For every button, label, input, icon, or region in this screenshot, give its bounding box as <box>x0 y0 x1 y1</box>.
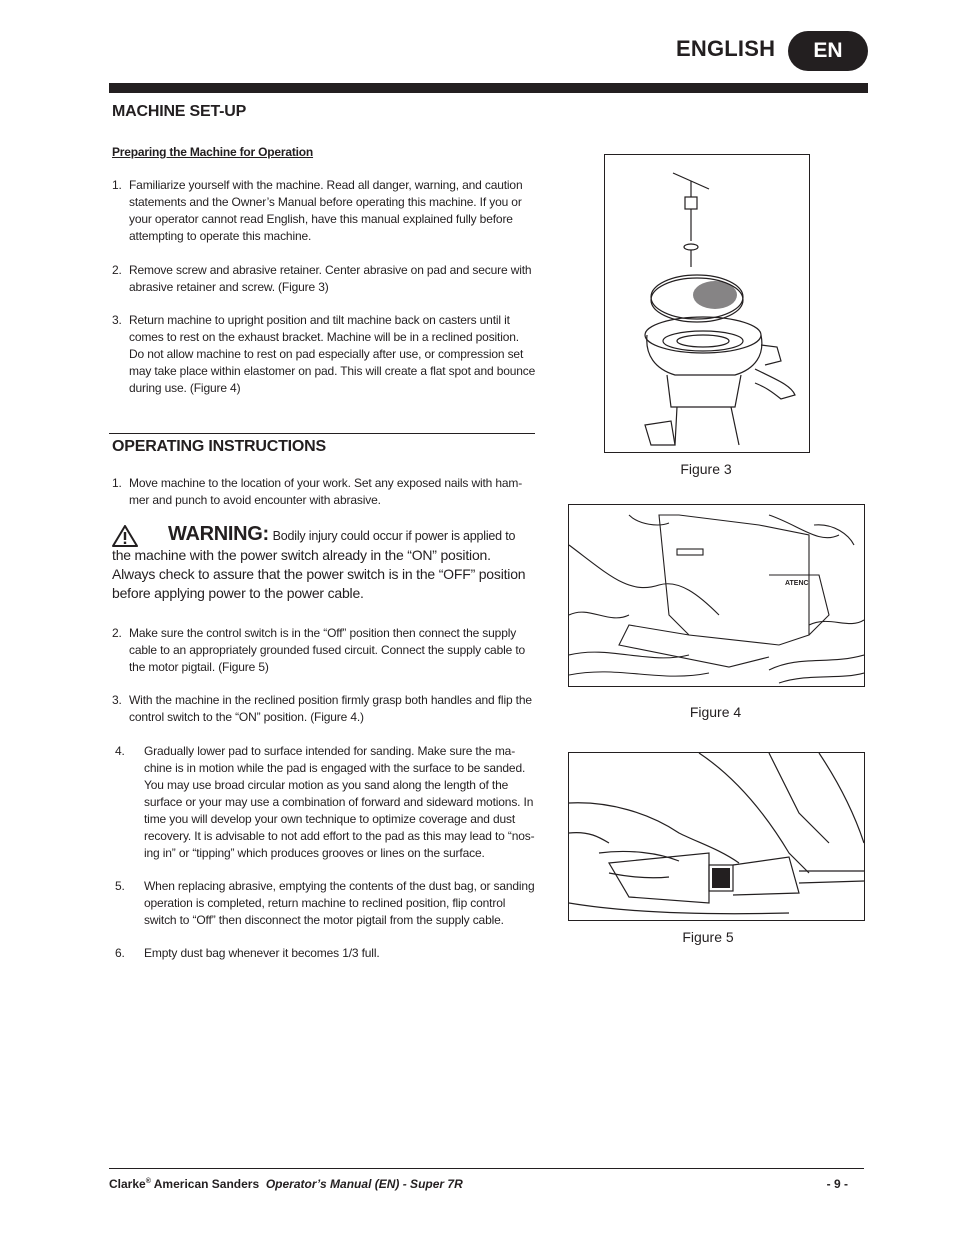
step-text: Move machine to the location of your work. Set any exposed nails with ham- mer and punch to avoid encounter with abrasive. <box>129 476 523 507</box>
reclined-machine-illustration <box>569 505 864 686</box>
operating-step-6 <box>115 945 535 962</box>
registered-mark: ® <box>145 1178 151 1185</box>
warning-text: the machine with the power switch already in the “ON” position. Always check to assure that the power switch is in the “OFF” position before applying power to the power cable. <box>112 547 526 601</box>
operating-step-4 <box>115 743 535 862</box>
step-text: Remove screw and abrasive retainer. Center abrasive on pad and secure with abrasive retainer and screw. (Figure 3) <box>129 263 532 294</box>
step-text: Make sure the control switch is in the “Off” position then connect the supply cable to an appropriately grounded fused circuit. Connect the supply cable to the motor pigtail. (Figure 5) <box>129 626 526 674</box>
step-number: 4. <box>115 744 125 758</box>
figure-5-image <box>568 752 865 921</box>
footer-divider <box>109 1168 864 1169</box>
plug-connection-illustration <box>569 753 864 920</box>
step-number: 6. <box>115 946 125 960</box>
machine-label-text: ATENC <box>785 580 809 587</box>
setup-step-1 <box>112 177 537 245</box>
operating-step-1 <box>112 475 537 509</box>
step-number: 3. <box>112 693 122 707</box>
step-number: 1. <box>112 178 122 192</box>
footer-manual-title <box>109 1177 463 1191</box>
footer-brand: Clarke <box>109 1177 146 1191</box>
step-number: 1. <box>112 476 122 490</box>
figure-3-image <box>604 154 810 453</box>
setup-step-2 <box>112 262 537 296</box>
operating-step-2 <box>112 625 537 676</box>
figure-4-caption: Figure 4 <box>689 704 742 720</box>
language-badge: EN <box>788 31 868 71</box>
step-text: Empty dust bag whenever it becomes 1/3 full. <box>144 946 380 960</box>
preparing-subheading: Preparing the Machine for Operation <box>112 145 314 159</box>
warning-label: WARNING: <box>168 523 269 545</box>
header-divider-bar <box>109 83 868 93</box>
footer-company: American Sanders <box>150 1177 266 1191</box>
page-number: - 9 - <box>826 1177 848 1191</box>
step-text: Return machine to upright position and tilt machine back on casters until it comes to rest on the exhaust bracket. Machine will be in a reclined position. Do not allow machine to rest on pad especially after use, or compression set may take place within elastomer on pad. This will create a flat spot and bounce during use. (Figure 4) <box>129 313 536 395</box>
language-label: ENGLISH <box>676 36 776 61</box>
step-text: With the machine in the reclined position firmly grasp both handles and flip the control switch to the “ON” position. (Figure 4.) <box>129 693 532 724</box>
step-number: 3. <box>112 313 122 327</box>
sander-pad-illustration <box>605 155 809 452</box>
warning-notice <box>112 525 535 603</box>
step-text: Gradually lower pad to surface intended for sanding. Make sure the ma- chine is in motion while the pad is engaged with the surface to be sanded. You may use broad circular motion as you sand along the length of the surface or your may use a combination of forward and sideward motions. In time you will develop your own technique to optimize coverage and dust recovery. It is advisable to not add effort to the pad as this may lead to “nos- ing in” or “tipping” which produces grooves or lines on the surface. <box>144 744 535 860</box>
figure-5-caption: Figure 5 <box>682 929 734 945</box>
operating-step-3 <box>112 692 537 726</box>
operating-instructions-heading: OPERATING INSTRUCTIONS <box>112 438 326 455</box>
operating-step-5 <box>115 878 535 929</box>
step-number: 2. <box>112 263 122 277</box>
section-divider <box>109 433 535 434</box>
step-text: When replacing abrasive, emptying the contents of the dust bag, or sanding operation is completed, return machine to reclined position, flip control switch to “Off” then disconnect the motor pigtail from the supply cable. <box>144 879 535 927</box>
machine-setup-heading: MACHINE SET-UP <box>112 103 247 120</box>
step-number: 2. <box>112 626 122 640</box>
warning-text-first: Bodily injury could occur if power is applied to <box>272 529 516 543</box>
setup-step-3 <box>112 312 537 397</box>
figure-4-image <box>568 504 865 687</box>
footer-manual-name: Operator’s Manual (EN) - Super 7R <box>265 1177 463 1191</box>
step-text: Familiarize yourself with the machine. Read all danger, warning, and caution statements and the Owner’s Manual before operating this machine. If you or your operator cannot read English, have this manual explained fully before attempting to operate this machine. <box>129 178 523 243</box>
step-number: 5. <box>115 879 125 893</box>
figure-3-caption: Figure 3 <box>680 461 732 477</box>
